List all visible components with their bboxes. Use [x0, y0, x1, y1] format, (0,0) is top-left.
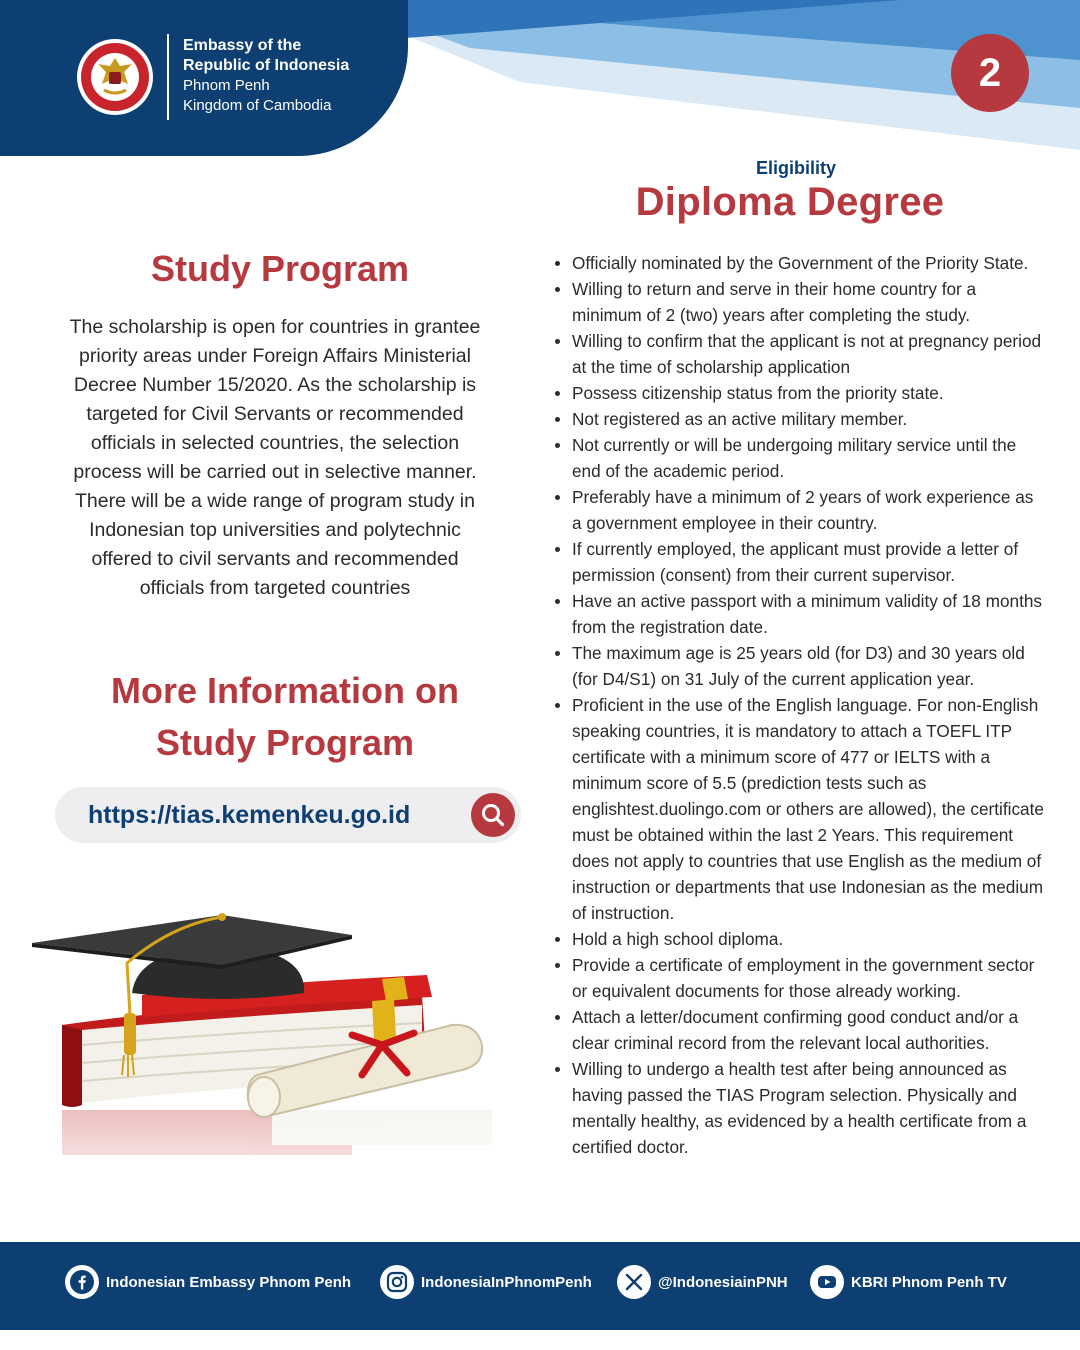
- org-city: Phnom Penh: [183, 77, 270, 94]
- url-search-bar[interactable]: [55, 787, 521, 843]
- footer: [0, 1242, 1080, 1330]
- list-item: Officially nominated by the Government of the Priority State.: [554, 250, 1044, 276]
- list-item: Have an active passport with a minimum validity of 18 months from the registration date.: [554, 588, 1044, 640]
- search-button[interactable]: [471, 793, 515, 837]
- page-number-badge: 2: [951, 34, 1029, 112]
- search-icon: [480, 802, 506, 828]
- study-program-heading: Study Program: [150, 248, 410, 289]
- x-label: @IndonesiainPNH: [658, 1273, 788, 1291]
- facebook-label: Indonesian Embassy Phnom Penh: [106, 1273, 352, 1291]
- more-info-line-1: More Information on: [111, 670, 459, 711]
- list-item: Willing to confirm that the applicant is not at pregnancy period at the time of scholarship application: [554, 328, 1044, 380]
- instagram-icon: [380, 1265, 414, 1299]
- list-item: Attach a letter/document confirming good conduct and/or a clear criminal record from the relevant local authorities.: [554, 1004, 1044, 1056]
- list-item: The maximum age is 25 years old (for D3) and 30 years old (for D4/S1) on 31 July of the current application year.: [554, 640, 1044, 692]
- list-item: If currently employed, the applicant must provide a letter of permission (consent) from their current supervisor.: [554, 536, 1044, 588]
- list-item: Willing to return and serve in their home country for a minimum of 2 (two) years after completing the study.: [554, 276, 1044, 328]
- org-country: Kingdom of Cambodia: [183, 97, 332, 114]
- youtube-label: KBRI Phnom Penh TV: [851, 1273, 1007, 1291]
- graduation-illustration: [22, 905, 522, 1205]
- page-title: Diploma Degree: [635, 180, 945, 224]
- instagram-label: IndonesiaInPhnomPenh: [421, 1273, 592, 1291]
- eligibility-label: Eligibility: [755, 158, 836, 178]
- list-item: Not registered as an active military member.: [554, 406, 1044, 432]
- list-item: Proficient in the use of the English language. For non-English speaking countries, it is mandatory to attach a TOEFL ITP certificate with a minimum score of 477 or IELTS with a minimum score of 5.5 (prediction tests such as englishtest.duolingo.com or others are allowed), the certificate must be obtained within the last 2 Years. This requirement does not apply to countries that use English as the medium of instruction or departments that use Indonesian as the medium of instruction.: [554, 692, 1044, 926]
- header-panel: [0, 0, 408, 156]
- youtube-icon: [810, 1265, 844, 1299]
- requirements-list: [554, 250, 1044, 1160]
- list-item: Provide a certificate of employment in the government sector or equivalent documents for those already working.: [554, 952, 1044, 1004]
- org-line-2: Republic of Indonesia: [183, 57, 350, 74]
- x-link[interactable]: [617, 1264, 788, 1300]
- url-link[interactable]: https://tias.kemenkeu.go.id: [88, 801, 411, 829]
- list-item: Possess citizenship status from the priority state.: [554, 380, 1044, 406]
- org-line-1: Embassy of the: [183, 37, 302, 54]
- instagram-link[interactable]: [380, 1264, 592, 1300]
- embassy-name: [183, 36, 349, 116]
- list-item: Preferably have a minimum of 2 years of work experience as a government employee in their country.: [554, 484, 1044, 536]
- list-item: Hold a high school diploma.: [554, 926, 1044, 952]
- garuda-emblem: [76, 38, 154, 116]
- facebook-link[interactable]: [65, 1264, 351, 1300]
- facebook-icon: [65, 1265, 99, 1299]
- more-info-line-2: Study Program: [155, 722, 415, 763]
- more-info-heading: [60, 665, 510, 769]
- youtube-link[interactable]: [810, 1264, 1007, 1300]
- header-divider: [167, 34, 169, 120]
- x-icon: [617, 1265, 651, 1299]
- study-program-description: The scholarship is open for countries in grantee priority areas under Foreign Affairs Ministerial Decree Number 15/2020. As the scholarship is targeted for Civil Servants or recommended officials in selected countries, the selection process will be carried out in selective manner. There will be a wide range of program study in Indonesian top universities and polytechnic offered to civil servants and recommended officials from targeted countries: [69, 316, 481, 599]
- list-item: Willing to undergo a health test after being announced as having passed the TIAS Program selection. Physically and mentally healthy, as evidenced by a health certificate from a certified doctor.: [554, 1056, 1044, 1160]
- list-item: Not currently or will be undergoing military service until the end of the academic period.: [554, 432, 1044, 484]
